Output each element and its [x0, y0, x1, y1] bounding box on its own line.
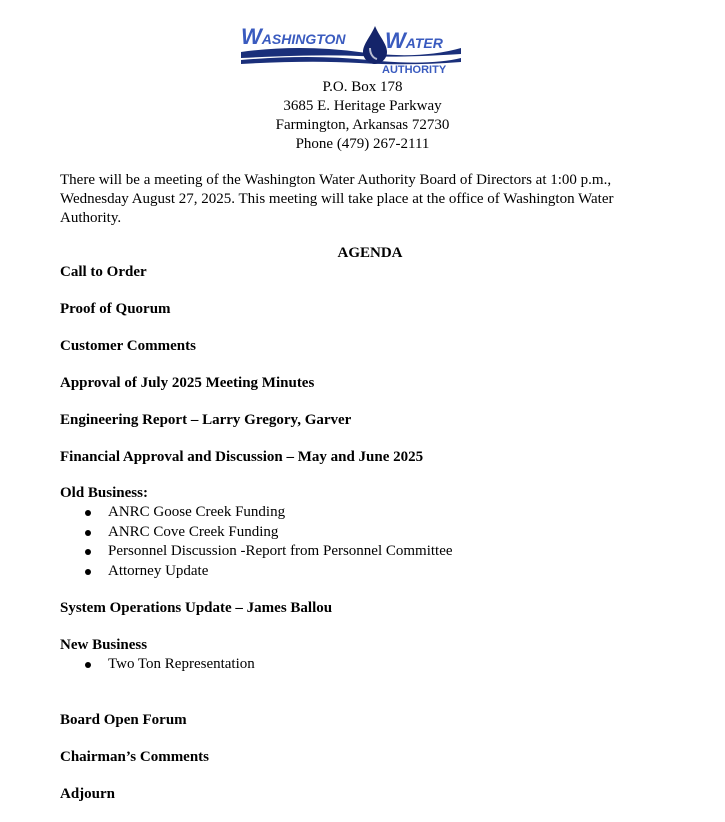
agenda-item-new-business: New Business [60, 637, 148, 653]
address-block [0, 78, 725, 154]
list-item [60, 562, 453, 582]
bullet-icon [85, 549, 91, 555]
svg-text:WATER: WATER [385, 28, 443, 53]
bullet-icon [85, 569, 91, 575]
bullet-icon [85, 530, 91, 536]
list-item [60, 503, 453, 523]
address-street: 3685 E. Heritage Parkway [283, 98, 442, 114]
meeting-notice-paragraph: There will be a meeting of the Washington Water Authority Board of Directors at 1:00 p.m., Wednesday August 27, 2025. This meeting will take place at the office of Washington Water Authority. [60, 172, 614, 226]
logo-w-initial: W [241, 24, 262, 49]
agenda-item-engineering-report: Engineering Report – Larry Gregory, Garver [60, 412, 352, 428]
bullet-icon [85, 510, 91, 516]
bullet-icon [85, 662, 91, 668]
list-item [60, 655, 255, 675]
old-business-item: Personnel Discussion -Report from Personnel Committee [108, 543, 453, 559]
agenda-item-proof-of-quorum: Proof of Quorum [60, 301, 171, 317]
address-city-state-zip: Farmington, Arkansas 72730 [275, 117, 450, 133]
agenda-item-financial-approval: Financial Approval and Discussion – May and June 2025 [60, 449, 424, 465]
new-business-item: Two Ton Representation [108, 656, 255, 672]
agenda-item-old-business: Old Business: [60, 485, 148, 501]
washington-water-authority-logo [239, 18, 464, 76]
agenda-item-board-open-forum: Board Open Forum [60, 712, 187, 728]
agenda-item-adjourn: Adjourn [60, 786, 116, 802]
old-business-item: ANRC Goose Creek Funding [108, 504, 286, 520]
list-item [60, 523, 453, 543]
agenda-item-customer-comments: Customer Comments [60, 338, 196, 354]
agenda-heading: AGENDA [337, 245, 403, 261]
address-po-box: P.O. Box 178 [322, 79, 403, 95]
old-business-item: ANRC Cove Creek Funding [108, 523, 279, 540]
new-business-list [60, 655, 255, 675]
agenda-item-chairmans-comments: Chairman’s Comments [60, 749, 210, 765]
agenda-item-call-to-order: Call to Order [60, 264, 147, 280]
agenda-item-system-operations: System Operations Update – James Ballou [60, 600, 333, 616]
agenda-item-approval-minutes: Approval of July 2025 Meeting Minutes [60, 375, 315, 391]
logo-authority-text: AUTHORITY [382, 64, 447, 76]
svg-text:WASHINGTON [241, 24, 346, 49]
old-business-item: Attorney Update [108, 562, 209, 579]
old-business-list [60, 503, 453, 581]
logo-word1-rest: ASHINGTON [261, 31, 346, 47]
address-phone: Phone (479) 267-2111 [295, 136, 430, 152]
list-item [60, 542, 453, 562]
